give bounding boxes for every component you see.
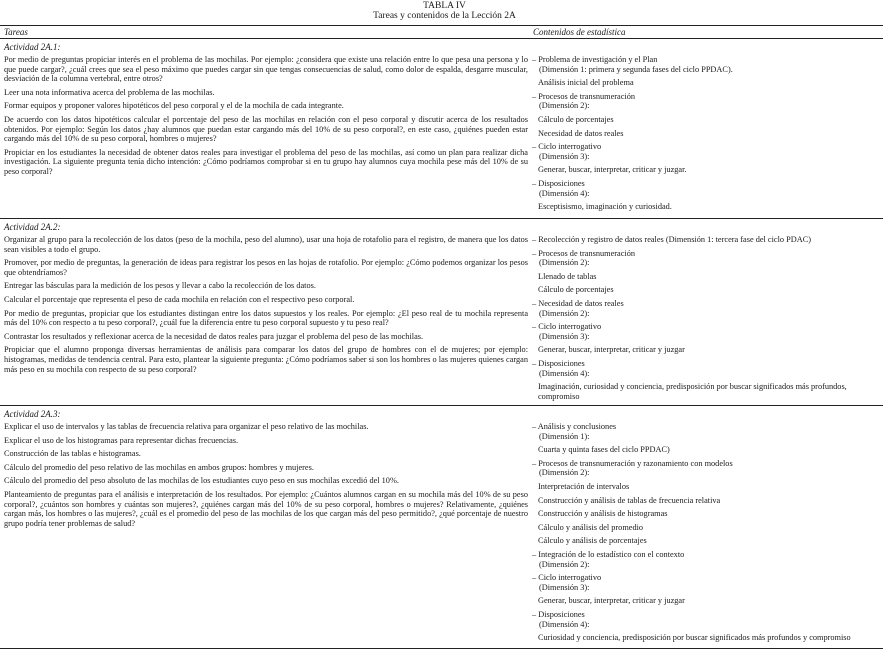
content-heading: – Procesos de transnumeración y razonamiento con modelos (Dimensión 2): [532,458,733,478]
content-item: Esceptisismo, imaginación y curiosidad. [538,202,672,212]
task-item: Planteamiento de preguntas para el análisis e interpretación de los resultados. Por ejemplo: ¿Cuántos alumnos cargan en su mochila más del 10% de su peso corporal?, ¿cuántos son hombres y cuántas son mujeres?, ¿quiénes cargan más del 10% de su peso corporal, hombres o mujeres? Relativamente, ¿quiénes cargan más, los hombres o las mujeres?, ¿cuál es el promedio del peso de las mochilas de los que cargan más del peso permitido?, ¿qué porcentaje de nuestro grupo podría tener problemas de salud? [4,489,528,528]
task-item: Explicar el uso de los histogramas para representar dichas frecuencias. [4,435,239,445]
task-item: Calcular el porcentaje que representa el peso de cada mochila en relación con el respectivo peso corporal. [4,294,355,304]
content-item: Imaginación, curiosidad y conciencia, predisposición por buscar significados más profundos, compromiso [538,382,847,401]
content-heading: – Ciclo interrogativo (Dimensión 3): [532,142,602,161]
activity-contents [531,422,883,647]
content-item: Generar, buscar, interpretar, criticar y juzgar [538,345,685,355]
content-heading: – Disposiciones (Dimensión 4): [532,178,590,198]
content-item: Generar, buscar, interpretar, criticar y juzgar [538,596,685,606]
content-item: Necesidad de datos reales [538,128,624,138]
column-header-tasks: Tareas [4,27,28,37]
content-heading: – Recolección y registro de datos reales (Dimensión 1: tercera fase del ciclo PDAC) [532,235,811,244]
content-heading: – Integración de lo estadístico con el contexto (Dimensión 2): [532,549,685,569]
task-item: Contrastar los resultados y reflexionar acerca de la necesidad de datos reales para juzgar el problema del peso de las mochilas. [4,331,424,341]
activity-tasks [4,235,528,378]
content-item: Generar, buscar, interpretar, criticar y juzgar. [538,165,687,175]
task-item: De acuerdo con los datos hipotéticos calcular el porcentaje del peso de las mochilas en relación con el peso corporal y discutir acerca de los resultados obtenidos. Por ejemplo: Según los datos ¿hay alumnos que puedan estar cargando más del 10% de su peso corporal?, en este caso, ¿quiénes pueden estar cargando más del 10% de su peso corporal, hombres o mujeres? [4,114,528,144]
content-heading: – Necesidad de datos reales (Dimensión 2): [532,298,624,318]
task-item: Propiciar que el alumno proponga diversas herramientas de análisis para comparar los datos del grupo de hombres con el de mujeres; por ejemplo: histogramas, medidas de tendencia central. Para esto, plantear la siguiente pregunta: ¿Cómo podríamos saber si son los hombres o las mujeres quienes cargan más peso en su mochila con respecto de su peso corporal? [4,345,528,374]
activity-tasks [4,422,528,532]
task-item: Promover, por medio de preguntas, la generación de ideas para registrar los pesos en las hojas de rotafolio. Por ejemplo: ¿Cómo podemos organizar los pesos que obtendríamos? [4,258,528,277]
content-heading: – Disposiciones (Dimensión 4): [532,609,590,629]
content-heading: – Procesos de transnumeración (Dimensión 2): [532,91,635,111]
task-item: Cálculo del promedio del peso relativo de las mochilas en ambos grupos: hombres y mujeres. [4,462,314,472]
task-item: Propiciar en los estudiantes la necesidad de obtener datos reales para investigar el problema del peso de las mochilas, así como un plan para realizar dicha investigación. La siguiente pregunta tenía dicho intención: ¿Cómo podríamos comprobar si en tu grupo hay alumnos cuya mochila pese más del 10% de su peso corporal? [4,147,528,176]
content-item: Cálculo de porcentajes [538,285,614,295]
content-heading: – Procesos de transnumeración (Dimensión 2): [532,248,635,268]
task-item: Explicar el uso de intervalos y las tablas de frecuencia relativa para organizar el peso relativo de las mochilas. [4,422,369,431]
content-heading: – Análisis y conclusiones (Dimensión 1): [532,422,617,441]
content-item: Cuarta y quinta fases del ciclo PPDAC) [538,445,670,455]
top-rule [0,25,883,26]
content-item: Cálculo y análisis del promedio [538,522,644,532]
table-title [0,0,889,21]
bottom-rule [0,648,883,649]
column-header-contents: Contenidos de estadística [533,27,626,37]
activity-title: Actividad 2A.1: [4,42,61,52]
header-rule [0,38,883,39]
content-item: Análisis inicial del problema [538,78,634,88]
content-heading: – Disposiciones (Dimensión 4): [532,358,590,378]
task-item: Leer una nota informativa acerca del problema de las mochilas. [4,87,215,97]
activity-title: Actividad 2A.3: [4,409,61,419]
content-item: Interpretación de intervalos [538,481,630,491]
content-item: Cálculo y análisis de porcentajes [538,536,647,546]
task-item: Construcción de las tablas e histogramas. [4,449,141,459]
activity-contents [531,235,883,405]
content-heading: – Problema de investigación y el Plan (Dimensión 1: primera y segunda fases del ciclo PPDAC). [532,55,733,74]
content-item: Curiosidad y conciencia, predisposición por buscar significados más profundos y compromiso [538,633,851,643]
content-item: Llenado de tablas [538,271,597,281]
content-heading: – Ciclo interrogativo (Dimensión 3): [532,322,602,341]
task-item: Formar equipos y proponer valores hipotéticos del peso corporal y el de la mochila de cada integrante. [4,101,344,111]
activity-title: Actividad 2A.2: [4,222,61,232]
table-number: TABLA IV [423,1,466,11]
section-rule [0,218,883,219]
content-item: Cálculo de porcentajes [538,114,614,124]
activity-tasks [4,55,528,181]
table-caption: Tareas y contenidos de la Lección 2A [373,11,516,21]
task-item: Organizar al grupo para la recolección de los datos (peso de la mochila, peso del alumno), usar una hoja de rotafolio para el registro, de manera que los datos sean visibles a todo el grupo. [4,235,528,254]
task-item: Cálculo del promedio del peso absoluto de las mochilas de los estudiantes cuyo peso en sus mochilas excedió del 10%. [4,476,399,486]
task-item: Por medio de preguntas, propiciar que los estudiantes distingan entre los datos supuestos y los reales. Por ejemplo: ¿El peso real de tu mochila representa más del 10% con respecto a tu peso corporal?, ¿cuál fue la diferencia entre tu peso corporal supuesto y tu peso real? [4,308,528,328]
content-heading: – Ciclo interrogativo (Dimensión 3): [532,573,602,592]
content-item: Construcción y análisis de histogramas [538,509,668,519]
task-item: Por medio de preguntas propiciar interés en el problema de las mochilas. Por ejemplo: ¿considera que existe una relación entre lo que pesa una persona y lo que puede cargar?, ¿cuál crees que sea el peso máximo que puedes cargar sin que tengas consecuencias de salud, como dolor de espalda, desgarre muscular, desviación de la columna vertebral, entre otros? [4,55,528,84]
content-item: Construcción y análisis de tablas de frecuencia relativa [538,495,721,505]
section-rule [0,405,883,406]
task-item: Entregar las básculas para la medición de los pesos y llevar a cabo la recolección de los datos. [4,281,316,291]
activity-contents [531,55,883,216]
